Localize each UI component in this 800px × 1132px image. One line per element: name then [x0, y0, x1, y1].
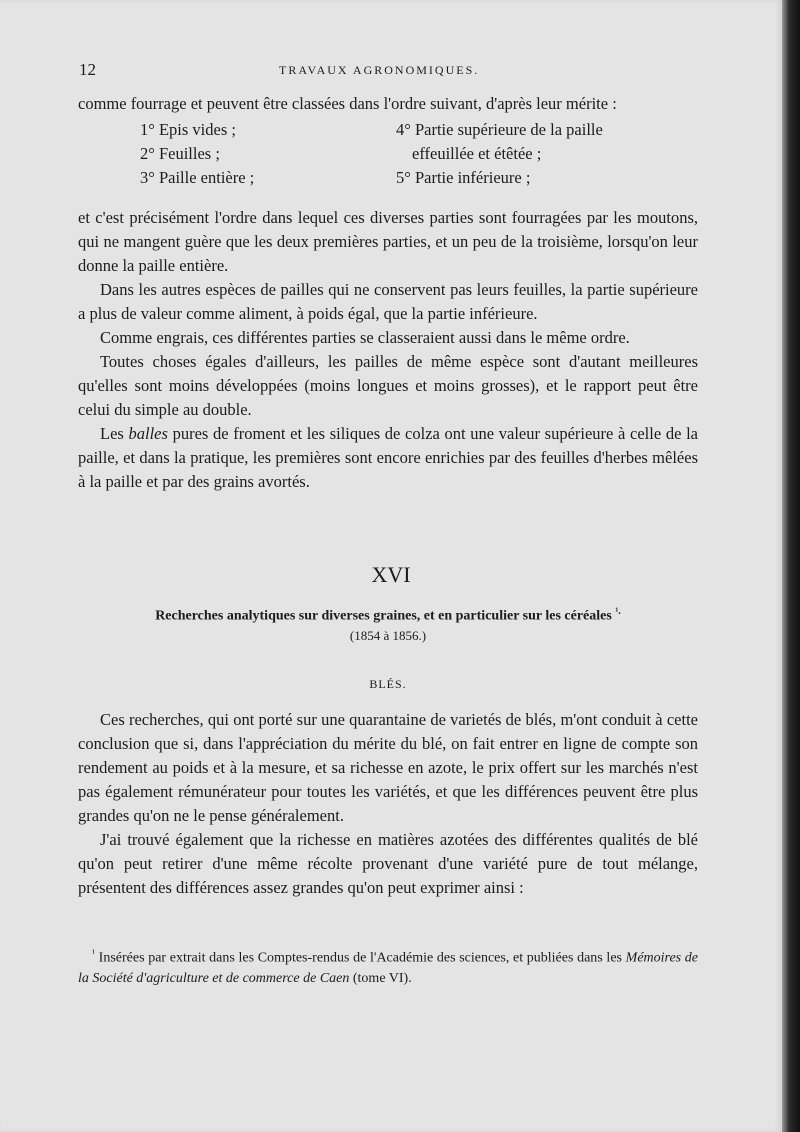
ranking-list-right: [396, 118, 603, 190]
list-item: 5° Partie inférieure ;: [396, 168, 531, 187]
list-item: 4° Partie supérieure de la paille: [396, 120, 603, 139]
footnote-text-start: Insérées par extrait dans les Comptes-rendus de l'Académie des sciences, et publiées dans les: [95, 950, 626, 966]
list-item: 2° Feuilles ;: [140, 144, 220, 163]
ranking-list: [78, 118, 698, 194]
section-dates: (1854 à 1856.): [349, 628, 427, 643]
balles-prefix: Les: [100, 424, 129, 443]
intro-line: comme fourrage et peuvent être classées dans l'ordre suivant, d'après leur mérite :: [78, 94, 617, 113]
running-title: TRAVAUX AGRONOMIQUES.: [279, 63, 480, 77]
paragraph: Dans les autres espèces de pailles qui ne conservent pas leurs feuilles, la partie supérieure a plus de valeur comme aliment, à poids égal, que la partie inférieure.: [78, 280, 698, 323]
section-title: [78, 606, 698, 625]
upper-paragraphs: [78, 206, 698, 494]
section-number: XVI: [371, 562, 411, 587]
section-footnote-mark: ¹.: [615, 606, 621, 617]
footnote-text-end: (tome VI).: [349, 970, 412, 986]
list-item: 3° Paille entière ;: [140, 168, 255, 187]
paragraph: J'ai trouvé également que la richesse en matières azotées des différentes qualités de blé qu'on peut retirer d'une même récolte provenant d'une variété pure de tout mélange, présentent des différences assez grandes qu'on peut exprimer ainsi :: [78, 830, 698, 897]
page-edge-shadow: [782, 0, 800, 1132]
page-header: [79, 60, 699, 80]
footnote-mark: ¹: [92, 948, 95, 959]
list-item: 1° Epis vides ;: [140, 120, 236, 139]
balles-suffix: pures de froment et les siliques de colza ont une valeur supérieure à celle de la paille, et dans la pratique, les premières sont encore enrichies par des feuilles d'herbes mêlées à la paille et par des grains avortés.: [78, 424, 698, 491]
paragraph: Ces recherches, qui ont porté sur une quarantaine de varietés de blés, m'ont conduit à cette conclusion que si, dans l'appréciation du mérite du blé, on fait entrer en ligne de compte son rendement au poids et à la mesure, et sa richesse en azote, le prix offert sur les marchés n'est pas également rémunérateur pour toutes les variétés, et que les différences peuvent être plus grandes qu'on ne le pense généralement.: [78, 710, 698, 825]
subheading: BLÉS.: [369, 677, 407, 691]
paragraph-balles: [78, 422, 698, 494]
footnote-italic: Mémoires de la Société d'agriculture et de commerce de Caen: [78, 950, 699, 986]
paragraph: Comme engrais, ces différentes parties se classeraient aussi dans le même ordre.: [100, 328, 630, 347]
paragraph: et c'est précisément l'ordre dans lequel ces diverses parties sont fourragées par les moutons, qui ne mangent guère que les deux premières parties, et un peu de la troisième, lorsqu'on leur donne la paille entière.: [78, 208, 698, 275]
paragraph: Toutes choses égales d'ailleurs, les pailles de même espèce sont d'autant meilleures qu'elles sont moins développées (moins longues et moins grosses), et le rapport peut être celui du simple au double.: [78, 352, 698, 419]
intro-block: [78, 92, 698, 116]
footnote: [78, 944, 698, 989]
balles-italic: balles: [128, 424, 168, 443]
page-number: 12: [79, 60, 96, 79]
section-title-text: Recherches analytiques sur diverses graines, et en particulier sur les céréales: [155, 608, 612, 624]
list-item: effeuillée et étêtée ;: [412, 144, 542, 163]
lower-paragraphs: [78, 708, 698, 900]
ranking-list-left: [140, 118, 254, 190]
